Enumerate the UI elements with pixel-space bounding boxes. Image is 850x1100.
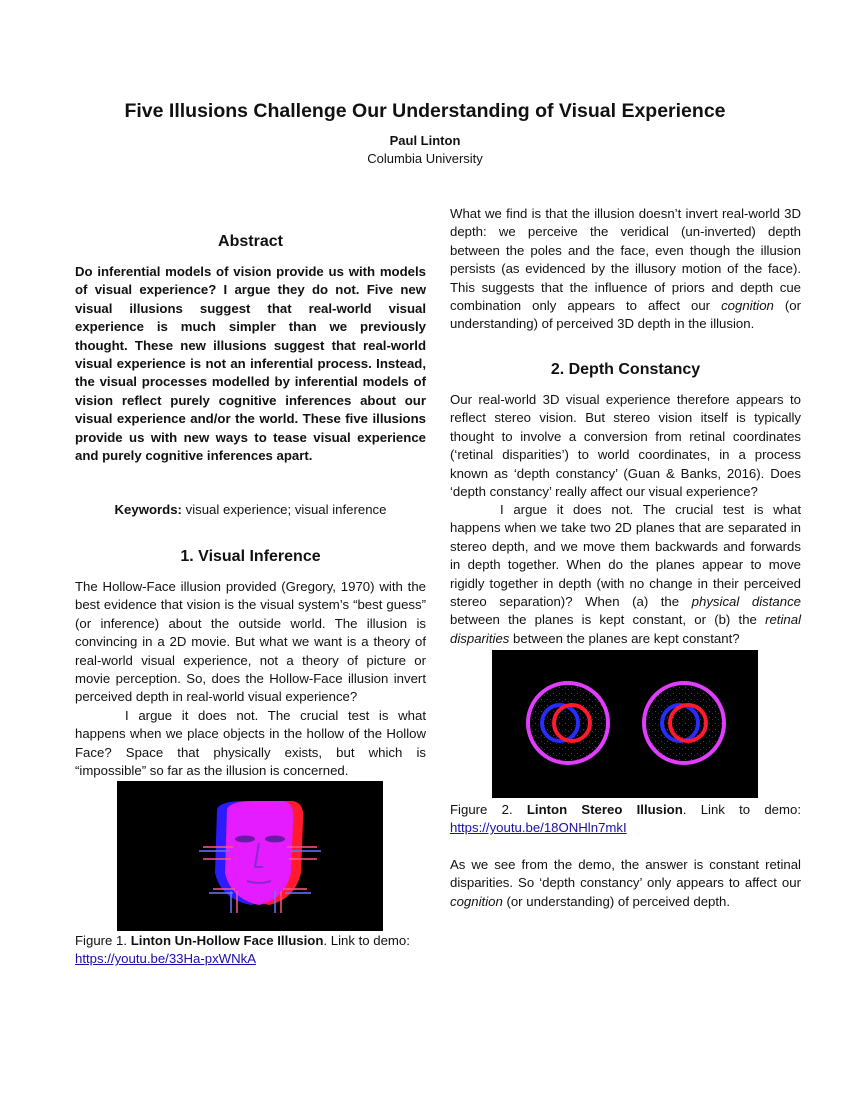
paper-title: Five Illusions Challenge Our Understanding of Visual Experience xyxy=(124,100,726,122)
abstract-body: Do inferential models of vision provide us with models of visual experience? I argue they do not. Five new visual illusions suggest that real-world visual experience is much simpler than we previously thought. These new illusions suggest that real-world visual experience is not an inferential process. Instead, the visual processes modelled by inferential models of vision reflect purely cognitive inferences about our visual experience and/or the world. These five illusions provide us with new ways to tease visual experience and purely cognitive inferences apart. xyxy=(75,264,426,464)
section2-para2-b: between the planes is kept constant, or (b) the xyxy=(450,612,766,628)
right-intro-paragraph xyxy=(450,205,801,334)
section2-para1: Our real-world 3D visual experience therefore appears to reflect stereo vision. But stereo vision itself is typically thought to involve a conversion from retinal coordinates (‘retinal disparities’) to world coordinates, in a process known as ‘depth constancy’ (Guan & Banks, 2016). Does ‘depth constancy’ really affect our visual experience? xyxy=(450,392,801,500)
section2-para2-em1: physical distance xyxy=(691,594,801,610)
keywords-label: Keywords: xyxy=(114,502,182,517)
section2-para2 xyxy=(450,501,801,648)
figure1-suffix: . Link to demo: xyxy=(323,933,410,948)
affiliation: Columbia University xyxy=(367,151,483,166)
figure2-caption-line xyxy=(450,801,801,819)
conclusion-text-b: (or understanding) of perceived depth. xyxy=(502,893,731,909)
section2-heading: 2. Depth Constancy xyxy=(550,361,701,378)
section2-para2-a: I argue it does not. The crucial test is what happens when we take two 2D planes that are separated in stereo depth, and we move them backwards and forwards in depth together. When do the planes appear to move rigidly together in depth (with no change in their perceived stereo separation)? When (a) the xyxy=(450,502,801,610)
keywords-text: visual experience; visual inference xyxy=(185,502,387,517)
conclusion-text-a: As we see from the demo, the answer is constant retinal disparities. So ‘depth constancy’ only appears to affect our xyxy=(450,857,801,891)
figure2-caption xyxy=(450,801,801,838)
author-name: Paul Linton xyxy=(389,133,461,148)
abstract-heading: Abstract xyxy=(218,233,283,250)
figure1-image xyxy=(117,781,383,931)
conclusion-paragraph xyxy=(450,856,801,911)
figure2-image xyxy=(492,650,758,798)
figure2-prefix: Figure 2. xyxy=(450,802,513,817)
right-intro-text-b: (or understanding) of perceived 3D depth in the illusion. xyxy=(450,298,801,332)
conclusion-em: cognition xyxy=(450,893,503,909)
right-intro-em: cognition xyxy=(721,298,774,314)
section2-para2-c: between the planes are kept constant? xyxy=(509,630,740,646)
section1-para2: I argue it does not. The crucial test is what happens when we place objects in the hollow of the Hollow Face? Space that physically exists, but which is “impossible” so far as the illusion is concerned. xyxy=(75,708,426,779)
figure1-name: Linton Un-Hollow Face Illusion xyxy=(130,933,324,948)
section2-para2-em2: retinal disparities xyxy=(450,612,801,646)
figure1-link[interactable]: https://youtu.be/33Ha-pxWNkA xyxy=(75,951,257,967)
section1-para1: The Hollow-Face illusion provided (Gregory, 1970) with the best evidence that vision is the visual system’s “best guess” (or inference) about the outside world. The illusion is convincing in a 2D movie. But what we want is a theory of real-world visual experience, not a theory of picture or movie perception. So, does the Hollow-Face illusion invert perceived depth in real-world visual experience? xyxy=(75,579,426,705)
figure2-suffix: . Link to demo: xyxy=(682,802,801,817)
figure1-caption xyxy=(75,932,426,969)
right-intro-text-a: What we find is that the illusion doesn’t invert real-world 3D depth: we perceive the veridical (un-inverted) depth between the poles and the face, even though the illusion persists (as evidenced by the illusory motion of the face). This suggests that the influence of priors and depth cue combination only appears to affect our xyxy=(450,206,801,314)
figure1-prefix: Figure 1. xyxy=(75,933,128,948)
figure2-name: Linton Stereo Illusion xyxy=(526,802,683,817)
keywords xyxy=(75,501,426,519)
figure2-link[interactable]: https://youtu.be/18ONHln7mkI xyxy=(450,820,627,836)
section1-heading: 1. Visual Inference xyxy=(180,548,321,565)
